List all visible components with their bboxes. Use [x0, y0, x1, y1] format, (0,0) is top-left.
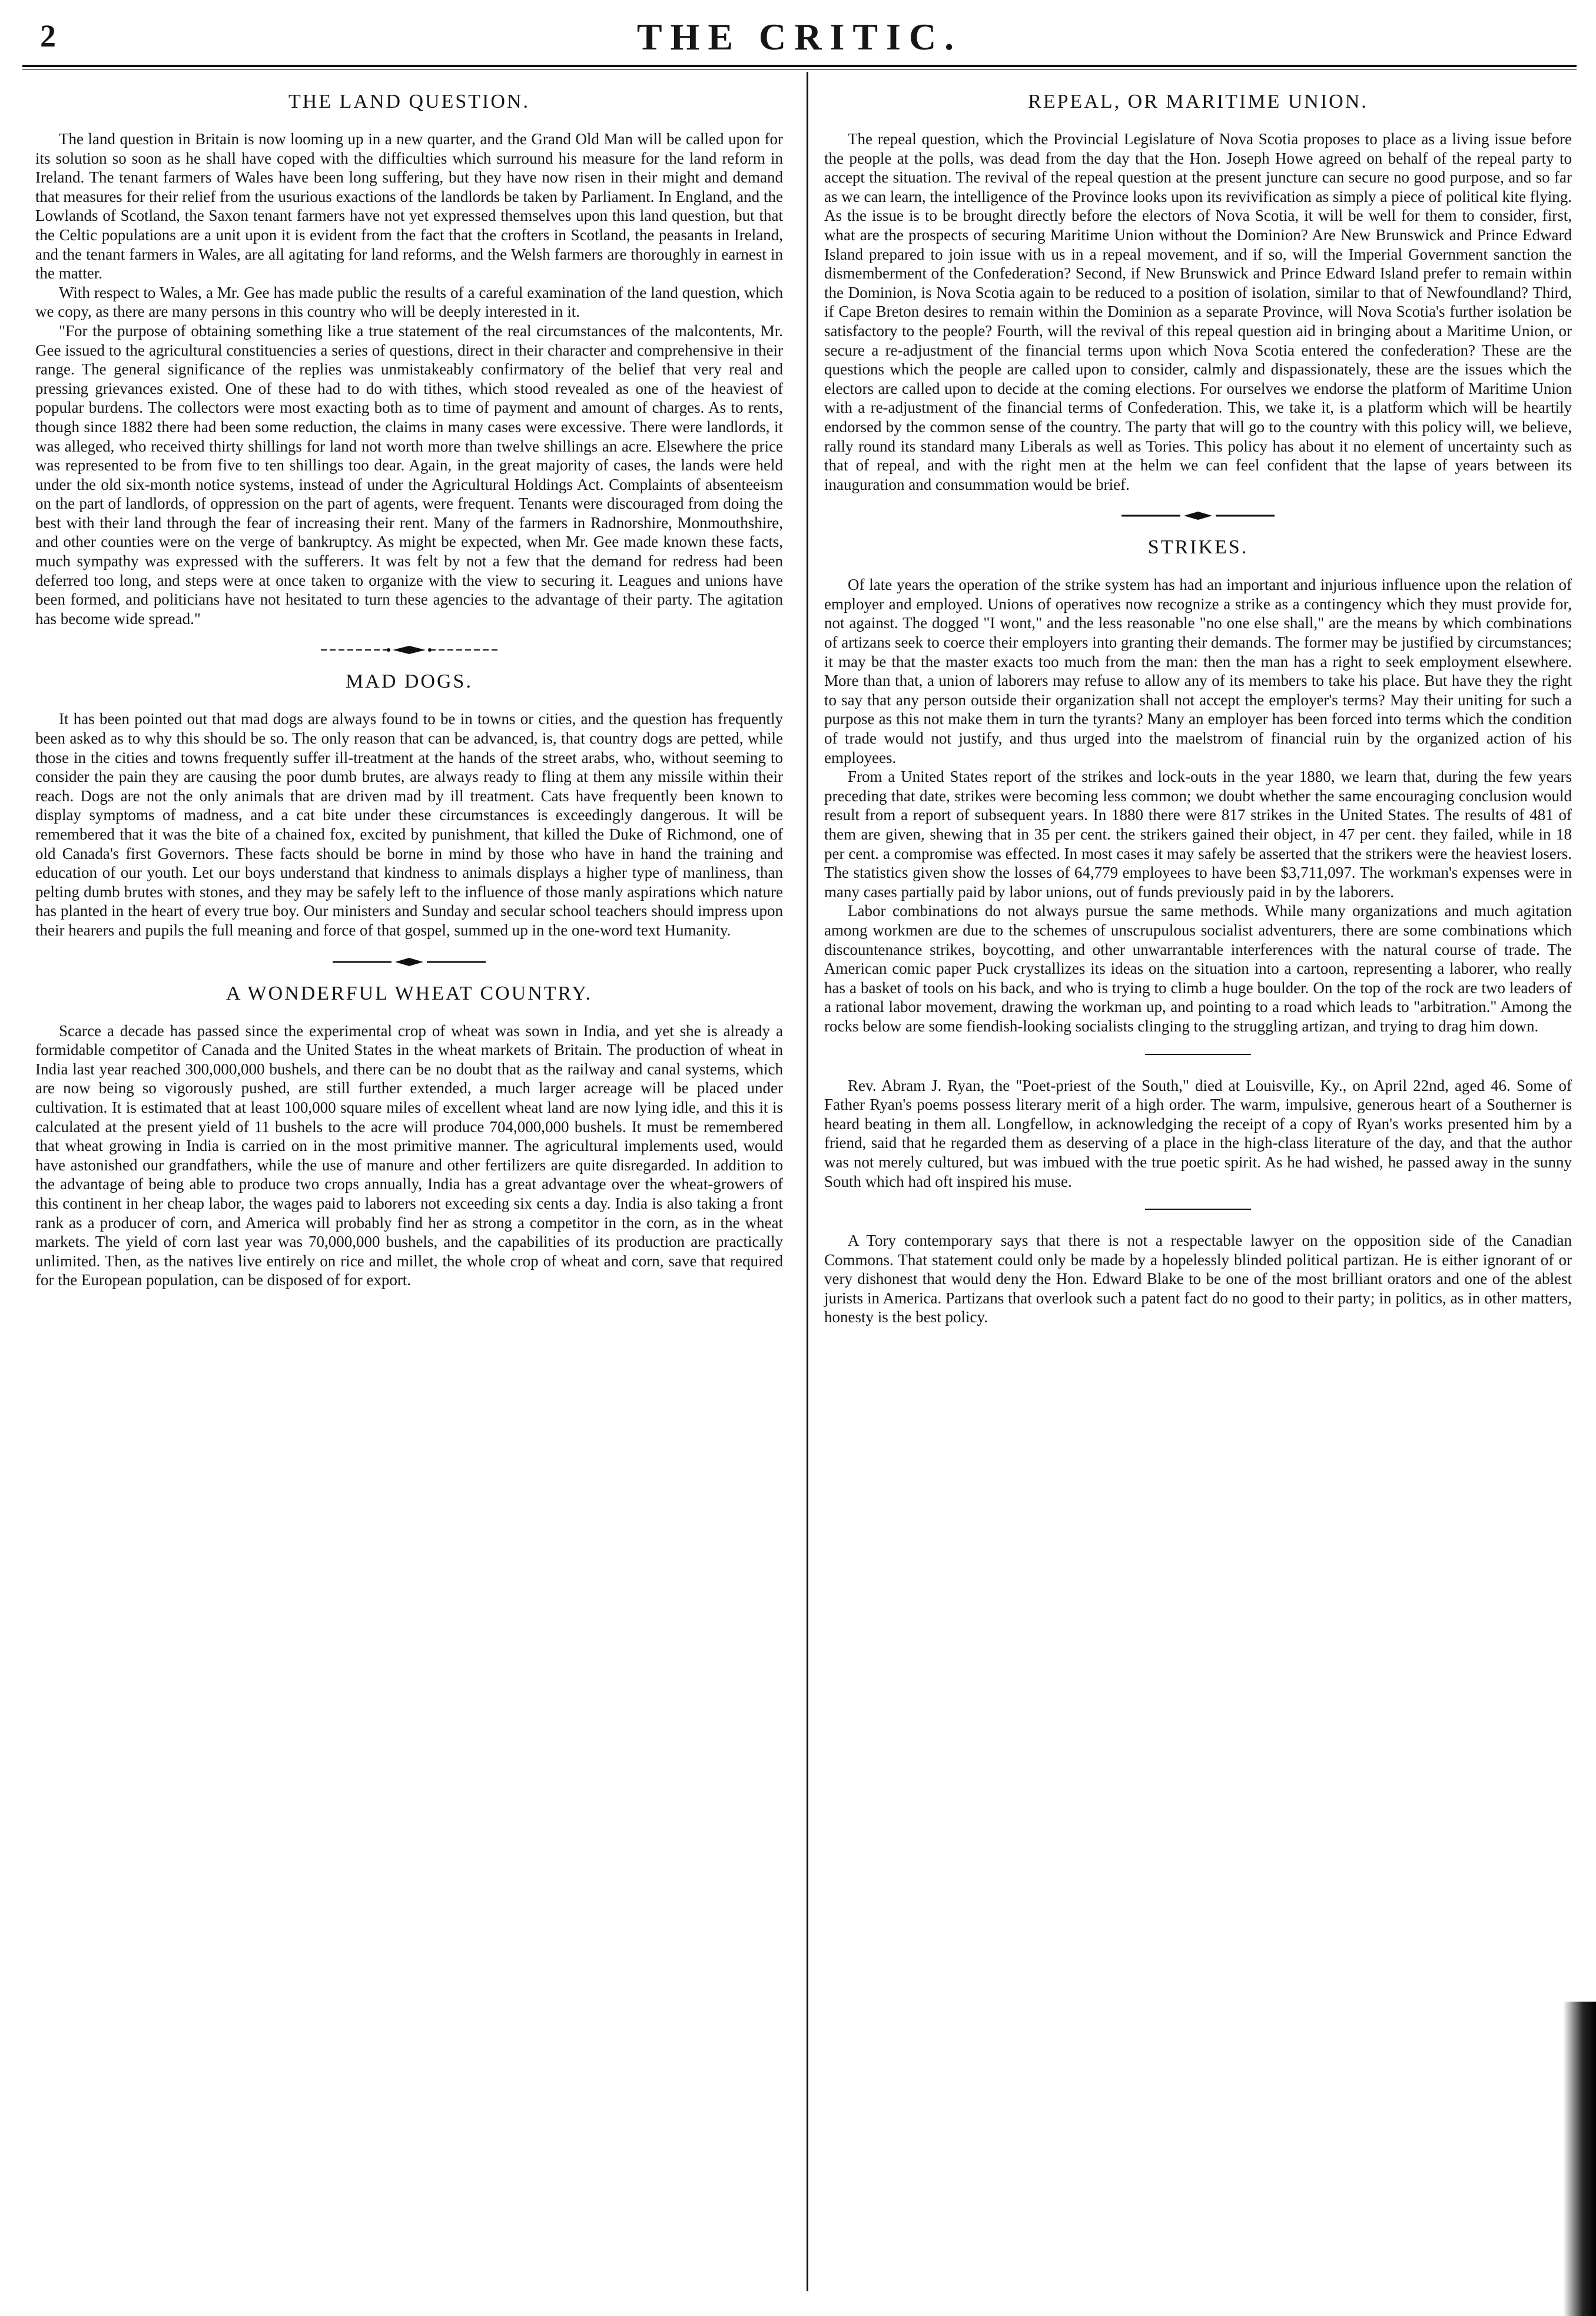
article-paragraph: It has been pointed out that mad dogs are always found to be in towns or cities, and the question has frequently been asked as to why this should be so. The only reason that can be advanced, is, that country dogs are petted, while those in the cities and towns frequently suffer ill-treatment at the hands of the street arabs, who, without seeming to consider the pain they are causing the poor dumb brutes, are always ready to fling at them any missile within their reach. Dogs are not the only animals that are driven mad by ill treatment. Cats have frequently been known to display symptoms of madness, and a cat bite under these circumstances is exceedingly dangerous. It will be remembered that it was the bite of a chained fox, excited by punishment, that killed the Duke of Richmond, one of old Canada's first Governors. These facts should be borne in mind by those who have in hand the training and education of our youth. Let our boys understand that kindness to animals displays a higher type of manliness, than pelting dumb brutes with stones, and they may be safely left to the influence of those manly aspirations which nature has planted in the heart of every true boy. Our ministers and Sunday and secular school teachers should impress upon their hearers and pupils the full meaning and force of that gospel, summed up in the one-word text Humanity.	[35, 710, 783, 939]
article-paragraph: Rev. Abram J. Ryan, the "Poet-priest of the South," died at Louisville, Ky., on April 22nd, aged 46. Some of Father Ryan's poems possess literary merit of a high order. The warm, impulsive, generous heart of a Southerner is heard beating in them all. Longfellow, in acknowledging the receipt of a copy of Ryan's works presented him by a friend, said that he regarded them as deserving of a place in the high-class literature of the day, and that the author was not merely cultured, but was imbued with the true poetic spirit. As he had wished, he passed away in the sunny South which had oft inspired his muse.	[824, 1076, 1572, 1190]
article-mad-dogs	[35, 671, 783, 940]
article-paragraph: Scarce a decade has passed since the experimental crop of wheat was sown in India, and yet she is already a formidable competitor of Canada and the United States in the wheat markets of Britain. The production of wheat in India last year reached 300,000,000 bushels, and there can be no doubt that as the railway and canal systems, which are now being so vigorously pushed, are still further extended, a much larger acreage will be placed under cultivation. It is estimated that at least 100,000 square miles of excellent wheat land are now lying idle, and this it is calculated at the present yield of 11 bushels to the acre will produce 704,000,000 bushels. It must be remembered that wheat growing in India is carried on in the most primitive manner. The agricultural implements used, would have astonished our grandfathers, while the use of manure and other fertilizers are quite disregarded. In addition to the advantage of being able to produce two crops annually, India has a great advantage over the wheat-growers of this continent in her cheap labor, the wages paid to laborers not exceeding six cents a day. India is also taking a front rank as a producer of corn, and America will probably find her as strong a competitor in the corn, as in the wheat markets. The yield of corn last year was 70,000,000 bushels, and the capabilities of its production are practically unlimited. Then, as the natives live entirely on rice and millet, the whole crop of wheat and corn, save that required for the European population, can be disposed of for export.	[35, 1021, 783, 1289]
article-heading: THE LAND QUESTION.	[288, 91, 530, 112]
ornament-divider	[35, 953, 783, 968]
right-column	[824, 77, 1572, 1327]
article-paragraph: Of late years the operation of the strike system has had an important and injurious influence upon the relation of employer and employed. Unions of operatives now recognize a strike as a contingency which they must provide for, not against. The dogged "I wont," and the less reasonable "no one else shall," are the means by which combinations of artizans seek to coerce their employers into granting their demands. The former may be justified by circumstances; it may be that the master exacts too much from the man: then the man has a right to seek employment elsewhere. More than that, a union of laborers may refuse to allow any of its members to take his place. But have they the right to say that any person outside their organization shall not accept the employer's terms? May their uniting for such a purpose as this not make them in turn the tyrants? Many an employer has been forced into terms which the condition of trade would not justify, and thus urged into the maelstrom of financial ruin by the organized action of his employees.	[824, 576, 1572, 767]
article-paragraph: A Tory contemporary says that there is not a respectable lawyer on the opposition side of the Canadian Commons. That statement could only be made by a hopelessly blinded political partizan. He is either ignorant of or very dishonest that would deny the Hon. Edward Blake to be one of the most brilliant orators and one of the ablest jurists in America. Partizans that overlook such a patent fact do no good to their party; in politics, as in other matters, honesty is the best policy.	[824, 1232, 1572, 1326]
left-column	[35, 77, 783, 1290]
article-paragraph: With respect to Wales, a Mr. Gee has made public the results of a careful examination of the land question, which we copy, as there are many persons in this country who will be deeply interested in it.	[35, 283, 783, 321]
article-paragraph: "For the purpose of obtaining something like a true statement of the real circumstances of the malcontents, Mr. Gee issued to the agricultural constituencies a series of questions, direct in their character and comprehensive in their range. The general significance of the replies was unmistakeably confirmatory of the belief that very real and pressing grievances existed. One of these had to do with tithes, which stood revealed as one of the heaviest of popular burdens. The collectors were most exacting both as to time of payment and amount of charges. As to rents, though since 1882 there had been some reduction, the claims in many cases were excessive. There were landlords, it was alleged, who received thirty shillings for land not worth more than twelve shillings an acre. Elsewhere the price was represented to be from five to ten shillings too dear. Again, in the great majority of cases, the lands were held under the old six-month notice systems, instead of under the Agricultural Holdings Act. Complaints of absenteeism on the part of landlords, of oppression on the part of agents, were frequent. Tenants were discouraged from doing the best with their land through the fear of increasing their rent. Many of the farmers in Radnorshire, Monmouthshire, and other counties were on the verge of bankruptcy. As might be expected, when Mr. Gee made known these facts, much sympathy was expressed with the sufferers. It was felt by not a few that the demand for redress had been deferred too long, and steps were at once taken to organize with the view to securing it. Leagues and unions have been formed, and politicians have not hesitated to turn these agencies to the advantage of their party. The agitation has become wide spread."	[35, 321, 783, 628]
article-paragraph: Labor combinations do not always pursue the same methods. While many organizations and much agitation among workmen are due to the schemes of unscrupulous socialist adventurers, there are some combinations which discountenance strikes, boycotting, and other unwarrantable interferences with the natural course of trade. The American comic paper Puck crystallizes its ideas on the situation into a cartoon, representing a laborer, who really has a basket of tools on his back, and who is trying to climb a huge boulder. On the top of the rock are two leaders of a rational labor movement, drawing the workman up, and pointing to a road which leads to "arbitration." Among the rocks below are some fiendish-looking socialists clinging to the struggling artizan, and trying to drag him down.	[824, 902, 1572, 1035]
article-heading: MAD DOGS.	[346, 671, 473, 693]
masthead	[22, 15, 1577, 61]
article-repeal	[824, 91, 1572, 494]
newspaper-title: THE CRITIC.	[636, 16, 963, 58]
ornament-divider	[35, 641, 783, 656]
article-ryan-note	[824, 1076, 1572, 1192]
column-divider	[807, 72, 808, 2291]
article-strikes	[824, 536, 1572, 1036]
article-heading: A WONDERFUL WHEAT COUNTRY.	[225, 982, 593, 1004]
article-land-question	[35, 91, 783, 628]
article-paragraph: The repeal question, which the Provincial Legislature of Nova Scotia proposes to place as a living issue before the people at the polls, was dead from the day that the Hon. Joseph Howe agreed on behalf of the repeal party to accept the situation. The revival of the repeal question at the present juncture can secure no good purpose, and so far as we can learn, the intelligence of the Province looks upon its revivification as simply a piece of political kite flying. As the issue is to be brought directly before the electors of Nova Scotia, it will be well for them to consider, first, what are the prospects of securing Maritime Union without the Dominion? Are New Brunswick and Prince Edward Island prepared to join issue with us in a repeal movement, and if so, will the Imperial Government sanction the dismemberment of the Confederation? Second, if New Brunswick and Prince Edward Island prefer to remain within the Dominion, is Nova Scotia again to be reduced to a position of isolation, similar to that of Newfoundland? Third, if Cape Breton desires to remain within the Dominion as a separate Province, will Nova Scotia's further isolation be satisfactory to the people? Fourth, will the revival of this repeal question aid in bringing about a Maritime Union, or secure a re-adjustment of the financial terms upon which Nova Scotia entered the confederation? These are the questions which the people are called upon to consider, calmly and dispassionately, these are the issues which the electors are called upon to decide at the coming elections. For ourselves we endorse the platform of Maritime Union with a re-adjustment of the financial terms of Confederation. This, we take it, is a platform which will be heartily endorsed by the common sense of the country. The party that will go to the country with this policy will, we believe, rally round its standard many Liberals as well as Tories. This policy has about it no element of uncertainty such as that of repeal, and with the right men at the helm we can feel confident that the lapse of years between its inauguration and consummation would be brief.	[824, 130, 1572, 493]
article-heading: REPEAL, OR MARITIME UNION.	[1028, 91, 1368, 112]
page-number: 2	[40, 18, 56, 54]
article-heading: STRIKES.	[1147, 536, 1249, 559]
scan-edge-shadow	[1563, 2002, 1596, 2316]
article-wheat-country	[35, 983, 783, 1290]
masthead-rule-thin	[22, 69, 1577, 70]
article-paragraph: From a United States report of the strikes and lock-outs in the year 1880, we learn that, during the few years preceding that date, strikes were becoming less common; we doubt whether the same encouraging conclusion would result from a report of subsequent years. In 1880 there were 817 strikes in the United States. The results of 481 of them are given, shewing that in 35 per cent. the strikers gained their object, in 47 per cent. they failed, while in 18 per cent. a compromise was effected. In most cases it may safely be asserted that the strikers were the heaviest losers. The statistics given show the losses of 64,779 employees to have been $3,711,097. The workman's expenses were in many cases partially paid by labor unions, out of funds previously paid in by the laborers.	[824, 768, 1572, 901]
article-tory-note	[824, 1231, 1572, 1327]
ornament-divider	[824, 507, 1572, 522]
masthead-rule	[22, 65, 1577, 67]
short-rule	[1145, 1054, 1251, 1055]
short-rule	[1145, 1209, 1251, 1210]
article-paragraph: The land question in Britain is now looming up in a new quarter, and the Grand Old Man will be called upon for its solution so soon as he shall have coped with the difficulties which surround his measure for the land reform in Ireland. The tenant farmers of Wales have been long suffering, but they have now risen in their might and demand that measures for their relief from the usurious exactions of the landlords be taken by Parliament. In England, and the Lowlands of Scotland, the Saxon tenant farmers have not yet expressed themselves upon this land question, but that the Celtic populations are a unit upon it is evident from the fact that the crofters in Scotland, the peasants in Ireland, and the tenant farmers in Wales, are all agitating for land reforms, and the Welsh farmers are thoroughly in earnest in the matter.	[35, 130, 783, 283]
